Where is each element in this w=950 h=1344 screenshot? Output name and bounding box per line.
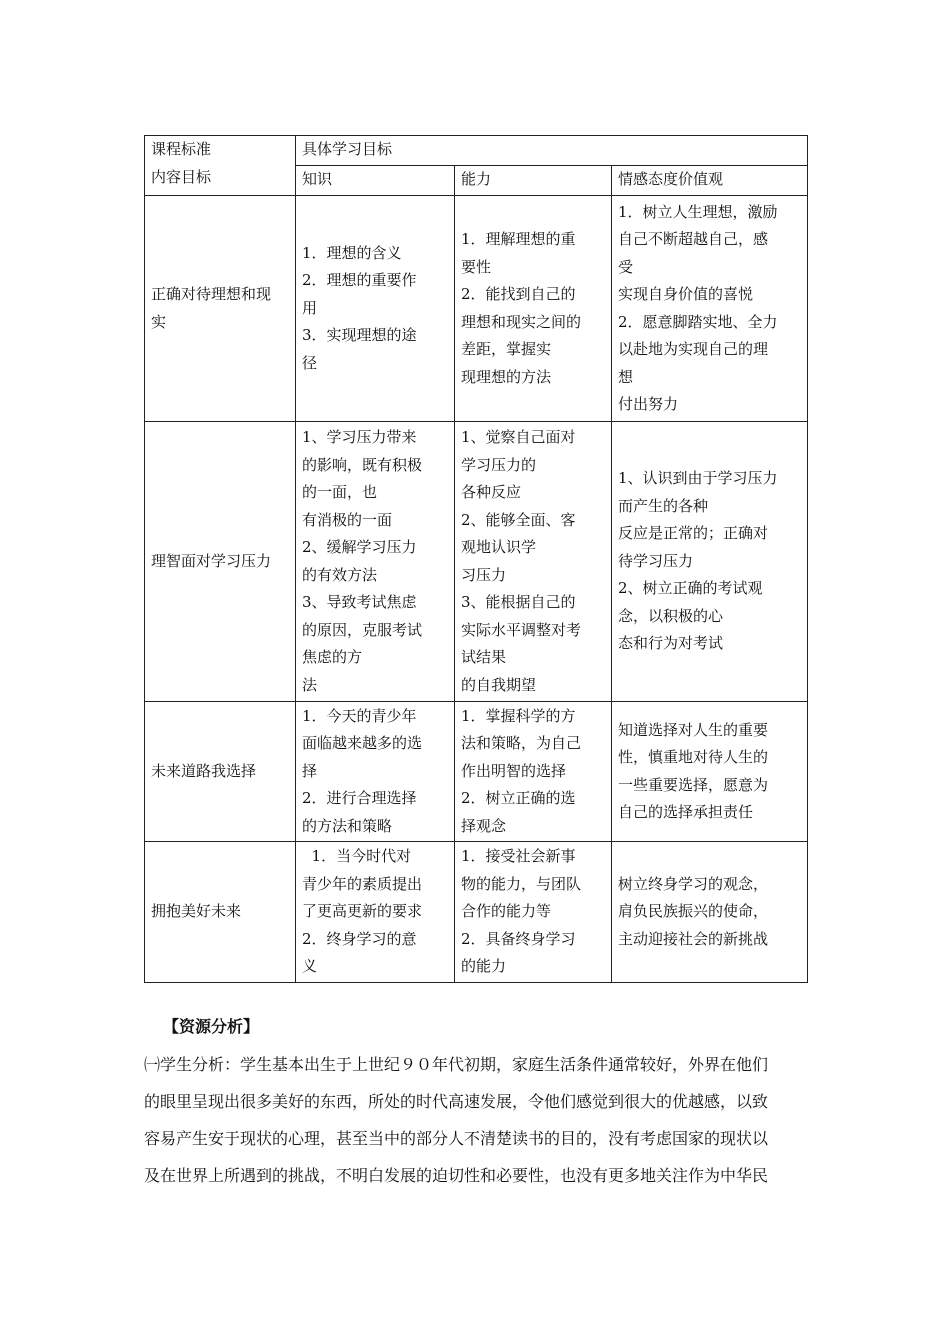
cell-line: 主动迎接社会的新挑战: [618, 929, 769, 948]
table-row: [145, 196, 808, 422]
cell-line: 以赴地为实现自己的理: [618, 340, 769, 358]
cell-line: 的自我期望: [461, 675, 537, 694]
paragraph-line: ㈠学生分析：学生基本出生于上世纪９０年代初期，家庭生活条件通常较好，外界在他们: [144, 1055, 769, 1074]
ability-cell: [455, 196, 612, 422]
paragraph-line: 及在世界上所遇到的挑战，不明白发展的迫切性和必要性，也没有更多地关注作为中华民: [144, 1166, 769, 1185]
knowledge-cell: [296, 702, 455, 842]
cell-line: 理想和现实之间的: [461, 312, 582, 331]
cell-line: 了更高更新的要求: [302, 902, 423, 921]
cell-line: 而产生的各种: [618, 496, 709, 515]
cell-line: 径: [302, 353, 318, 372]
cell-line: 义: [302, 957, 318, 976]
cell-line: 青少年的素质提出: [302, 874, 423, 893]
cell-line: 2、能够全面、客: [461, 510, 576, 529]
cell-line: 物的能力，与团队: [461, 874, 582, 893]
cell-line: 差距，掌握实: [461, 340, 552, 358]
cell-line: 1、认识到由于学习压力: [618, 469, 778, 488]
cell-line: 付出努力: [618, 395, 679, 413]
cell-line: 想: [618, 367, 634, 386]
cell-line: 各种反应: [461, 483, 522, 501]
knowledge-cell: [296, 196, 455, 422]
cell-line: 1．今天的青少年: [302, 706, 417, 725]
cell-line: 实: [151, 312, 167, 331]
header-course-standard: 课程标准: [151, 140, 212, 158]
emotion-cell: [612, 702, 808, 842]
cell-line: 一些重要选择，愿意为: [618, 775, 769, 794]
cell-line: 3、能根据自己的: [461, 593, 576, 611]
cell-line: 现理想的方法: [461, 367, 552, 386]
emotion-cell: [612, 422, 808, 702]
cell-line: 正确对待理想和现: [151, 285, 272, 303]
header-course-standard-cell: [145, 136, 296, 196]
cell-line: 2．愿意脚踏实地、全力: [618, 312, 778, 331]
section-title: 【资源分析】: [163, 1017, 260, 1036]
cell-line: 有消极的一面: [302, 510, 393, 529]
cell-line: 态和行为对考试: [618, 634, 724, 653]
cell-line: 择观念: [461, 816, 507, 835]
table-row: [145, 842, 808, 983]
cell-line: 观地认识学: [461, 538, 537, 556]
cell-line: 作出明智的选择: [461, 761, 567, 780]
cell-line: 的影响，既有积极: [302, 455, 423, 474]
cell-line: 2．能找到自己的: [461, 285, 576, 303]
header-emotion: 情感态度价值观: [612, 166, 808, 196]
cell-line: 树立终身学习的观念，: [618, 874, 769, 893]
cell-line: 实际水平调整对考: [461, 620, 582, 639]
cell-line: 反应是正常的；正确对: [618, 524, 769, 543]
cell-line: 学习压力的: [461, 455, 537, 474]
emotion-cell: [612, 196, 808, 422]
cell-line: 1．理解理想的重: [461, 230, 576, 248]
topic-cell: [145, 842, 296, 983]
cell-line: 受: [618, 257, 634, 276]
header-knowledge: 知识: [296, 166, 455, 196]
cell-line: 1．树立人生理想，激励: [618, 202, 778, 221]
cell-line: 焦虑的方: [302, 648, 363, 666]
cell-line: 2、树立正确的考试观: [618, 579, 763, 598]
knowledge-cell: [296, 842, 455, 983]
cell-line: 肩负民族振兴的使命，: [618, 902, 769, 921]
cell-line: 念，以积极的心: [618, 606, 724, 625]
cell-line: 2．进行合理选择: [302, 789, 417, 808]
topic-cell: [145, 196, 296, 422]
cell-line: 拥抱美好未来: [151, 902, 242, 921]
cell-line: 实现自身价值的喜悦: [618, 285, 754, 303]
cell-line: 1、学习压力带来: [302, 428, 417, 446]
cell-line: 的有效方法: [302, 565, 378, 584]
header-specific-goal-cell: [296, 136, 808, 166]
cell-line: 的原因，克服考试: [302, 620, 423, 639]
cell-line: 法和策略，为自己: [461, 734, 582, 753]
cell-line: 2、缓解学习压力: [302, 538, 417, 556]
ability-cell: [455, 842, 612, 983]
header-specific-goal: 具体学习目标: [302, 140, 393, 158]
cell-line: 3、导致考试焦虑: [302, 593, 417, 611]
cell-line: 面临越来越多的选: [302, 734, 423, 753]
cell-line: 待学习压力: [618, 551, 694, 570]
cell-line: 合作的能力等: [461, 902, 552, 921]
cell-line: 法: [302, 675, 318, 694]
ability-cell: [455, 702, 612, 842]
cell-line: 习压力: [461, 565, 507, 584]
cell-line: 性，慎重地对待人生的: [618, 748, 769, 766]
cell-line: 择: [302, 761, 318, 780]
header-content-goal: 内容目标: [151, 167, 212, 186]
cell-line: 用: [302, 298, 318, 317]
cell-line: 3．实现理想的途: [302, 326, 417, 345]
cell-line: 1．掌握科学的方: [461, 706, 576, 725]
cell-line: 知道选择对人生的重要: [618, 720, 769, 739]
cell-line: 试结果: [461, 648, 507, 666]
cell-line: 的一面，也: [302, 483, 378, 501]
cell-line: 未来道路我选择: [151, 761, 257, 780]
cell-line: 的能力: [461, 957, 507, 976]
emotion-cell: [612, 842, 808, 983]
cell-line: 2．理想的重要作: [302, 271, 417, 290]
cell-line: 要性: [461, 257, 492, 276]
table-row: [145, 702, 808, 842]
topic-cell: [145, 702, 296, 842]
header-ability: 能力: [455, 166, 612, 196]
cell-line: 1．理想的含义: [302, 243, 402, 262]
student-analysis-paragraph: [144, 1046, 808, 1194]
paragraph-line: 容易产生安于现状的心理，甚至当中的部分人不清楚读书的目的，没有考虑国家的现状以: [144, 1129, 769, 1148]
cell-line: 的方法和策略: [302, 816, 393, 835]
cell-line: 自己不断超越自己，感: [618, 230, 769, 248]
learning-goals-table: [144, 135, 808, 983]
cell-line: 1．当今时代对: [302, 847, 412, 866]
table-row: [145, 422, 808, 702]
cell-line: 2．终身学习的意: [302, 929, 417, 948]
paragraph-line: 的眼里呈现出很多美好的东西，所处的时代高速发展，令他们感觉到很大的优越感，以致: [144, 1092, 769, 1111]
cell-line: 自己的选择承担责任: [618, 803, 754, 821]
topic-cell: [145, 422, 296, 702]
cell-line: 1、觉察自己面对: [461, 428, 576, 446]
cell-line: 2．具备终身学习: [461, 929, 576, 948]
ability-cell: [455, 422, 612, 702]
cell-line: 理智面对学习压力: [151, 551, 272, 570]
knowledge-cell: [296, 422, 455, 702]
cell-line: 1．接受社会新事: [461, 847, 576, 866]
cell-line: 2．树立正确的选: [461, 789, 576, 808]
